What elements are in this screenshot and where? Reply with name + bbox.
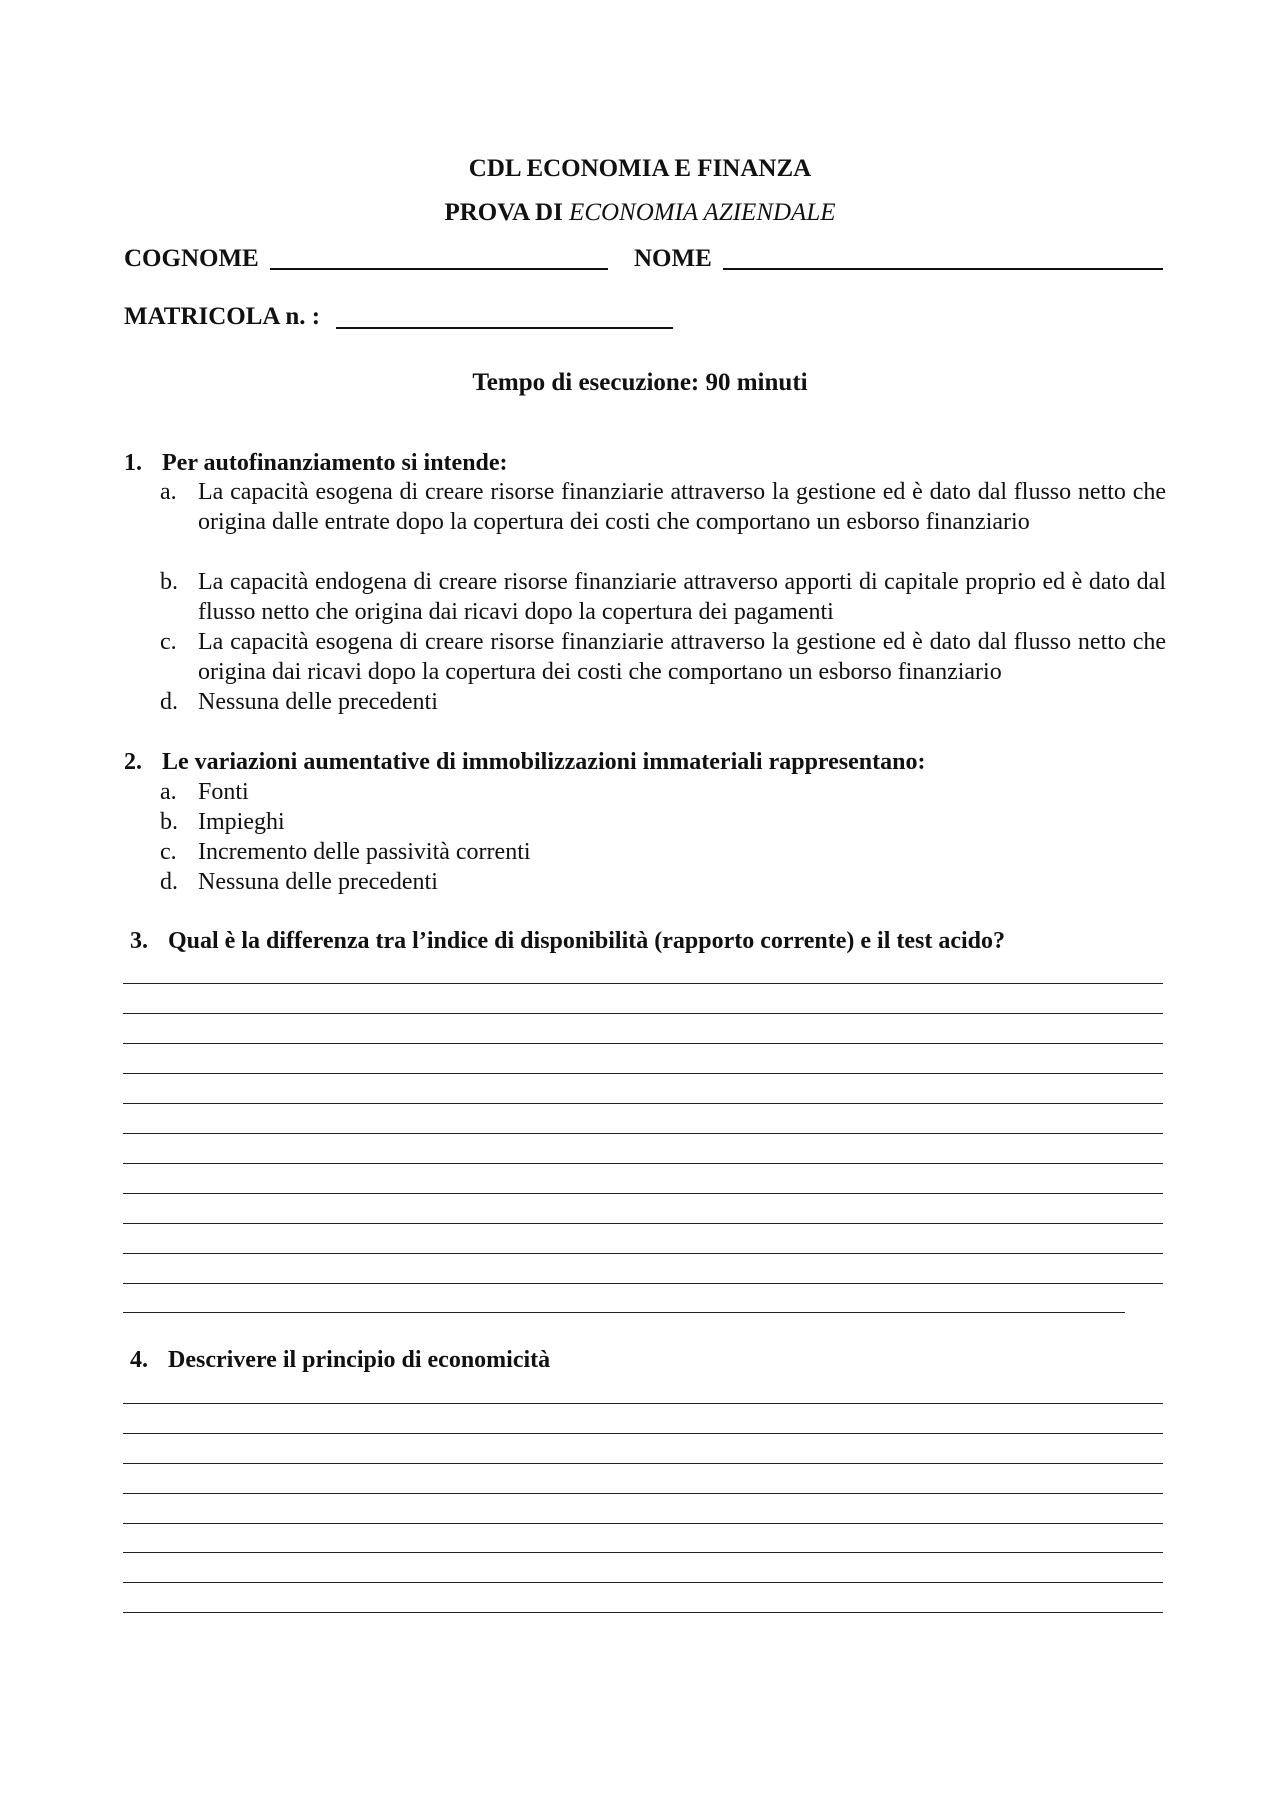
question-number: 2. <box>124 749 142 775</box>
question-text: Qual è la differenza tra l’indice di disponibilità (rapporto corrente) e il test acido? <box>168 928 1006 954</box>
question-number: 4. <box>130 1347 148 1373</box>
answer-line[interactable] <box>123 1552 1163 1553</box>
answer-line[interactable] <box>123 1312 1125 1313</box>
option-letter: c. <box>160 629 177 655</box>
answer-line[interactable] <box>123 1463 1163 1464</box>
option-text: Incremento delle passività correnti <box>198 839 531 865</box>
answer-line[interactable] <box>123 1283 1163 1284</box>
answer-line[interactable] <box>123 1043 1163 1044</box>
answer-line[interactable] <box>123 1433 1163 1434</box>
answer-line[interactable] <box>123 1103 1163 1104</box>
answer-line[interactable] <box>123 1523 1163 1524</box>
question-2-option-b[interactable] <box>160 807 1166 837</box>
answer-line[interactable] <box>123 983 1163 984</box>
question-2-option-d[interactable] <box>160 867 1166 897</box>
cognome-field[interactable] <box>270 268 608 270</box>
option-letter: a. <box>160 779 177 805</box>
option-letter: d. <box>160 689 178 715</box>
question-2-title <box>124 747 925 777</box>
option-letter: b. <box>160 569 178 595</box>
question-number: 3. <box>130 928 148 954</box>
option-text: Impieghi <box>198 809 285 835</box>
matricola-label: MATRICOLA n. : <box>124 303 321 330</box>
answer-line[interactable] <box>123 1253 1163 1254</box>
question-2-option-a[interactable] <box>160 777 1166 807</box>
answer-line[interactable] <box>123 1073 1163 1074</box>
question-text: Per autofinanziamento si intende: <box>162 450 508 476</box>
question-number: 1. <box>124 450 142 476</box>
answer-line[interactable] <box>123 1403 1163 1404</box>
question-text: Le variazioni aumentative di immobilizzazioni immateriali rappresentano: <box>162 749 926 775</box>
cognome-label: COGNOME <box>124 245 259 272</box>
answer-line[interactable] <box>123 1133 1163 1134</box>
exam-prefix: PROVA DI <box>444 199 563 226</box>
option-text: Fonti <box>198 779 249 805</box>
question-1-option-a[interactable] <box>160 477 1166 537</box>
matricola-field[interactable] <box>336 327 673 329</box>
option-text: La capacità endogena di creare risorse finanziarie attraverso apporti di capitale proprio ed è dato dal flusso netto che origina dai ricavi dopo la copertura dei pagamenti <box>198 569 1166 625</box>
option-text: Nessuna delle precedenti <box>198 689 438 715</box>
exam-title <box>0 198 1280 228</box>
question-1-option-b[interactable] <box>160 567 1166 627</box>
nome-label: NOME <box>634 245 712 272</box>
answer-line[interactable] <box>123 1223 1163 1224</box>
exam-subject: ECONOMIA AZIENDALE <box>569 199 836 226</box>
option-text: Nessuna delle precedenti <box>198 869 438 895</box>
question-1-option-c[interactable] <box>160 627 1166 687</box>
answer-line[interactable] <box>123 1493 1163 1494</box>
answer-line[interactable] <box>123 1013 1163 1014</box>
answer-line[interactable] <box>123 1612 1163 1613</box>
answer-line[interactable] <box>123 1163 1163 1164</box>
duration-text: Tempo di esecuzione: 90 minuti <box>472 369 808 396</box>
question-2-option-c[interactable] <box>160 837 1166 867</box>
question-1-option-d[interactable] <box>160 687 1166 717</box>
option-text: La capacità esogena di creare risorse finanziarie attraverso la gestione ed è dato dal flusso netto che origina dai ricavi dopo la copertura dei costi che comportano un esborso finanziario <box>198 629 1166 685</box>
option-text: La capacità esogena di creare risorse finanziarie attraverso la gestione ed è dato dal flusso netto che origina dalle entrate dopo la copertura dei costi che comportano un esborso finanziario <box>198 479 1166 535</box>
option-letter: b. <box>160 809 178 835</box>
question-3-title <box>130 926 1005 956</box>
option-letter: a. <box>160 479 177 505</box>
question-text: Descrivere il principio di economicità <box>168 1347 551 1373</box>
question-1-title <box>124 448 508 478</box>
option-letter: c. <box>160 839 177 865</box>
course-title: CDL ECONOMIA E FINANZA <box>468 155 812 182</box>
answer-line[interactable] <box>123 1582 1163 1583</box>
question-4-title <box>130 1345 550 1375</box>
answer-line[interactable] <box>123 1193 1163 1194</box>
nome-field[interactable] <box>723 268 1163 270</box>
option-letter: d. <box>160 869 178 895</box>
